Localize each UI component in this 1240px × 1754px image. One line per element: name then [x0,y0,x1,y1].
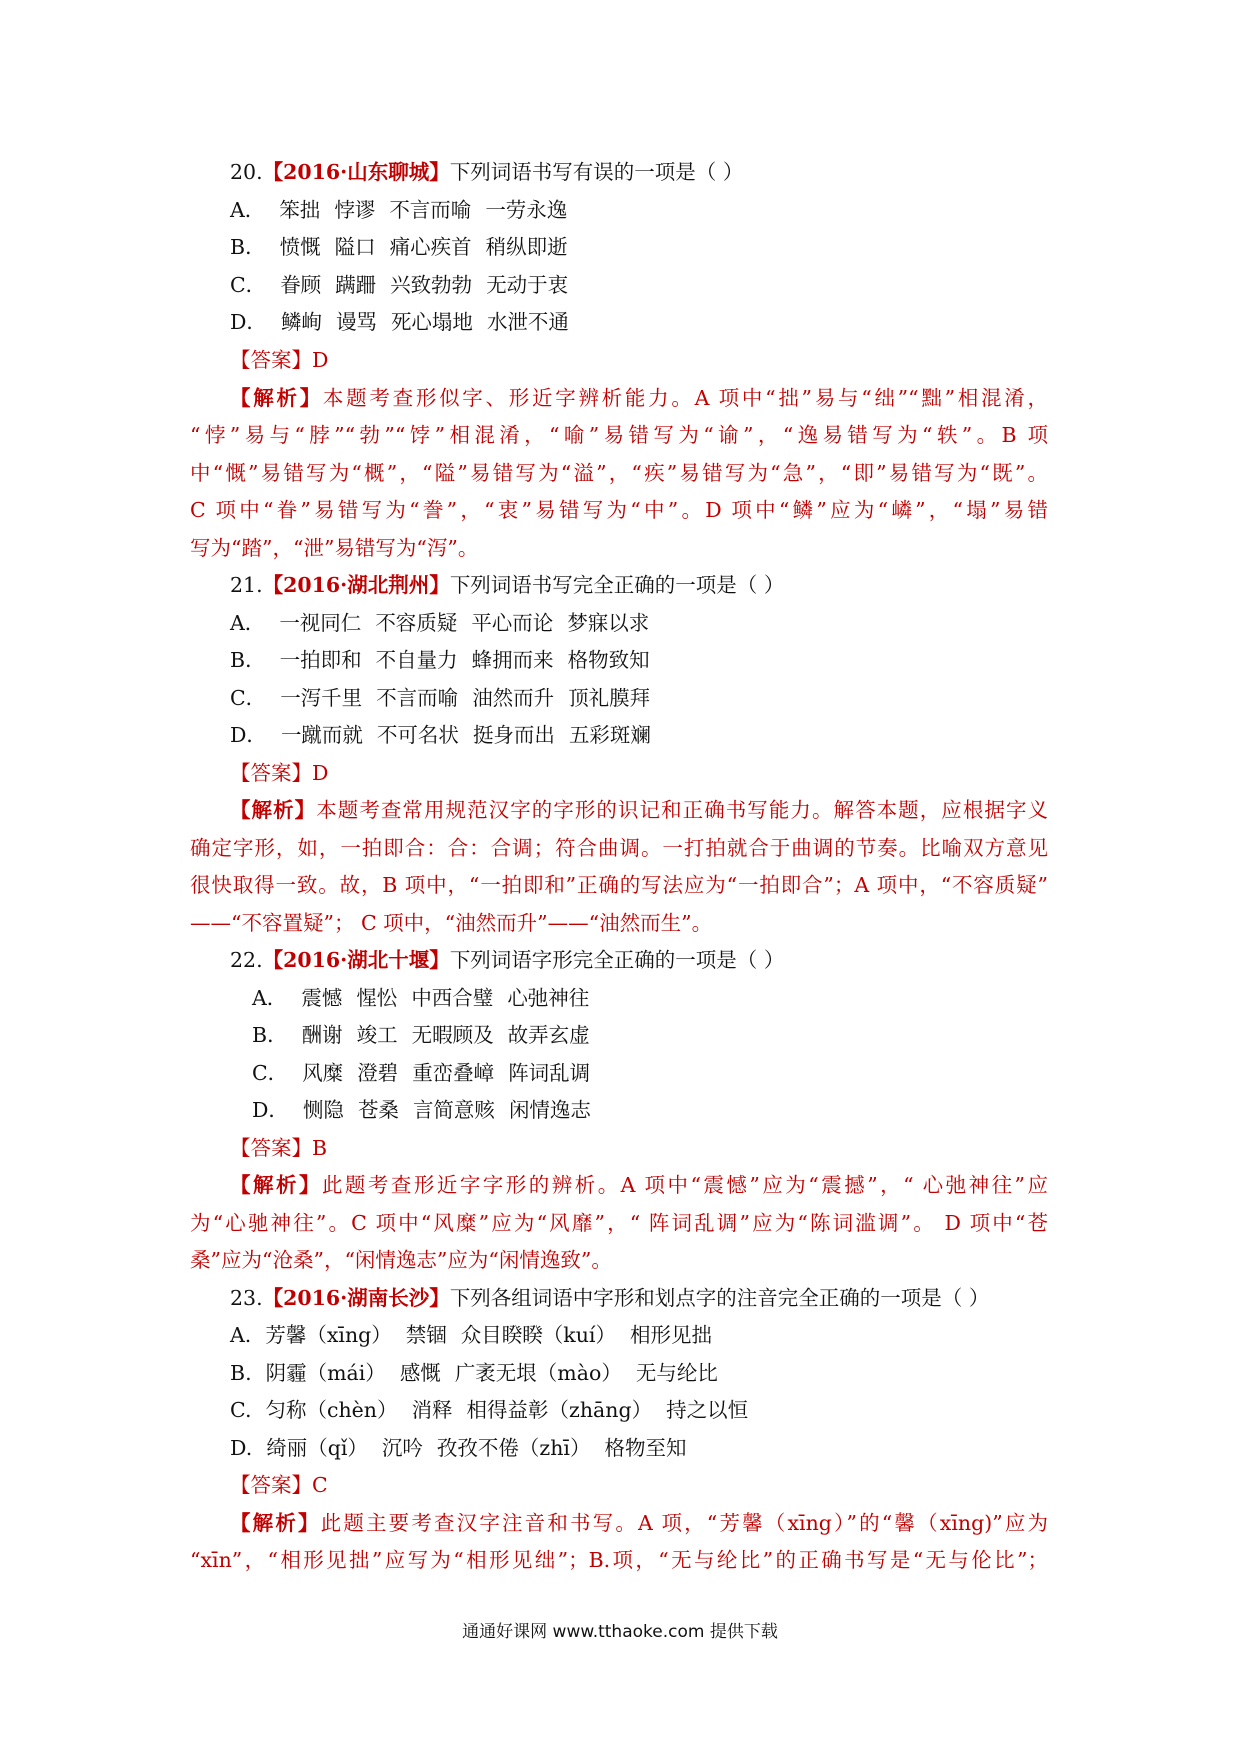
analysis-line: 确定字形，如，一拍即合：合：合调；符合曲调。一打拍就合于曲调的节奏。比喻双方意见 [190,836,1048,860]
answer: 【答案】D [230,348,329,372]
option-c: C. 匀称（chèn） 消释 相得益彰（zhāng） 持之以恒 [230,1398,749,1422]
option-c: C． 风糜 澄碧 重峦叠嶂 阵词乱调 [252,1061,591,1085]
question-source: 【2016·湖北十堰】 [262,948,450,972]
question-source: 【2016·湖南长沙】 [262,1286,450,1310]
option-c: C． 眷顾 蹒跚 兴致勃勃 无动于衷 [230,273,569,297]
option-a: A. 芳馨（xīng） 禁锢 众目睽睽（kuí） 相形见拙 [230,1323,712,1347]
option-c: C． 一泻千里 不言而喻 油然而升 顶礼膜拜 [230,686,651,710]
option-b: B． 愤慨 隘口 痛心疾首 稍纵即逝 [230,235,568,259]
question-23-stem [230,1280,989,1317]
option-d: D. 绮丽（qǐ） 沉吟 孜孜不倦（zhī） 格物至知 [230,1436,687,1460]
answer: 【答案】C [230,1473,328,1497]
question-number: 21. [230,573,263,597]
answer: 【答案】B [230,1136,328,1160]
question-21-stem [230,567,784,604]
question-number: 22. [230,948,263,972]
analysis-line: 很快取得一致。故，B 项中，“一拍即和”正确的写法应为“一拍即合”；A 项中，“不容质疑” [190,873,1048,897]
option-d: D． 恻隐 苍桑 言简意赅 闲情逸志 [252,1098,591,1122]
question-source: 【2016·湖北荆州】 [262,573,450,597]
analysis-line: 中“慨”易错写为“概”，“隘”易错写为“溢”，“疾”易错写为“急”，“即”易错写为“既”。 [190,461,1048,485]
question-text: 下列词语书写完全正确的一项是（ ） [449,573,785,597]
analysis-line: “悖”易与“脖”“勃”“饽”相混淆，“喻”易错写为“谕”，“逸易错写为“轶”。B 项 [190,423,1048,447]
option-a: A． 笨拙 悖谬 不言而喻 一劳永逸 [230,198,568,222]
analysis-line: 【解析】此题主要考查汉字注音和书写。A 项，“芳馨（xīng）”的“馨（xīng)”应为 [230,1511,1049,1535]
analysis-line: ——“不容置疑”； C 项中，“油然而升”——“油然而生”。 [190,911,713,935]
option-d: D． 鳞峋 谩骂 死心塌地 水泄不通 [230,310,569,334]
option-b: B． 酬谢 竣工 无暇顾及 故弄玄虚 [252,1023,590,1047]
question-20-stem [230,154,743,191]
option-a: A． 震憾 惺忪 中西合璧 心弛神往 [252,986,590,1010]
analysis-line: 【解析】本题考查常用规范汉字的字形的识记和正确书写能力。解答本题，应根据字义 [230,798,1049,822]
question-text: 下列词语书写有误的一项是（ ） [449,160,744,184]
analysis-line: 为“心驰神往”。C 项中“风糜”应为“风靡”，“ 阵词乱调”应为“陈词滥调”。 D 项中“苍 [190,1211,1048,1235]
analysis-line: C 项中“眷”易错写为“誊”，“衷”易错写为“中”。D 项中“鳞”应为“嶙”，“塌”易错 [190,498,1048,522]
option-a: A． 一视同仁 不容质疑 平心而论 梦寐以求 [230,611,650,635]
question-source: 【2016·山东聊城】 [262,160,450,184]
page-footer: 通通好课网 www.tthaoke.com 提供下载 [462,1622,778,1642]
question-text: 下列各组词语中字形和划点字的注音完全正确的一项是（ ） [449,1286,990,1310]
analysis-line: 【解析】此题考查形近字字形的辨析。A 项中“震憾”应为“震撼”，“ 心弛神往”应 [230,1173,1049,1197]
option-b: B． 一拍即和 不自量力 蜂拥而来 格物致知 [230,648,650,672]
question-number: 20. [230,160,263,184]
question-number: 23. [230,1286,263,1310]
option-d: D． 一蹴而就 不可名状 挺身而出 五彩斑斓 [230,723,651,747]
answer: 【答案】D [230,761,329,785]
analysis-line: “xīn”，“相形见拙”应写为“相形见绌”；B.项，“无与纶比”的正确书写是“无与伦比”； [190,1548,1048,1572]
option-b: B. 阴霾（mái） 感慨 广袤无垠（mào） 无与纶比 [230,1361,718,1385]
analysis-line: 【解析】本题考查形似字、形近字辨析能力。A 项中“拙”易与“绌”“黜”相混淆， [230,386,1048,410]
question-text: 下列词语字形完全正确的一项是（ ） [449,948,785,972]
analysis-line: 桑”应为“沧桑”，“闲情逸志”应为“闲情逸致”。 [190,1248,612,1272]
analysis-line: 写为“踏”，“泄”易错写为“泻”。 [190,536,479,560]
question-22-stem [230,942,784,979]
